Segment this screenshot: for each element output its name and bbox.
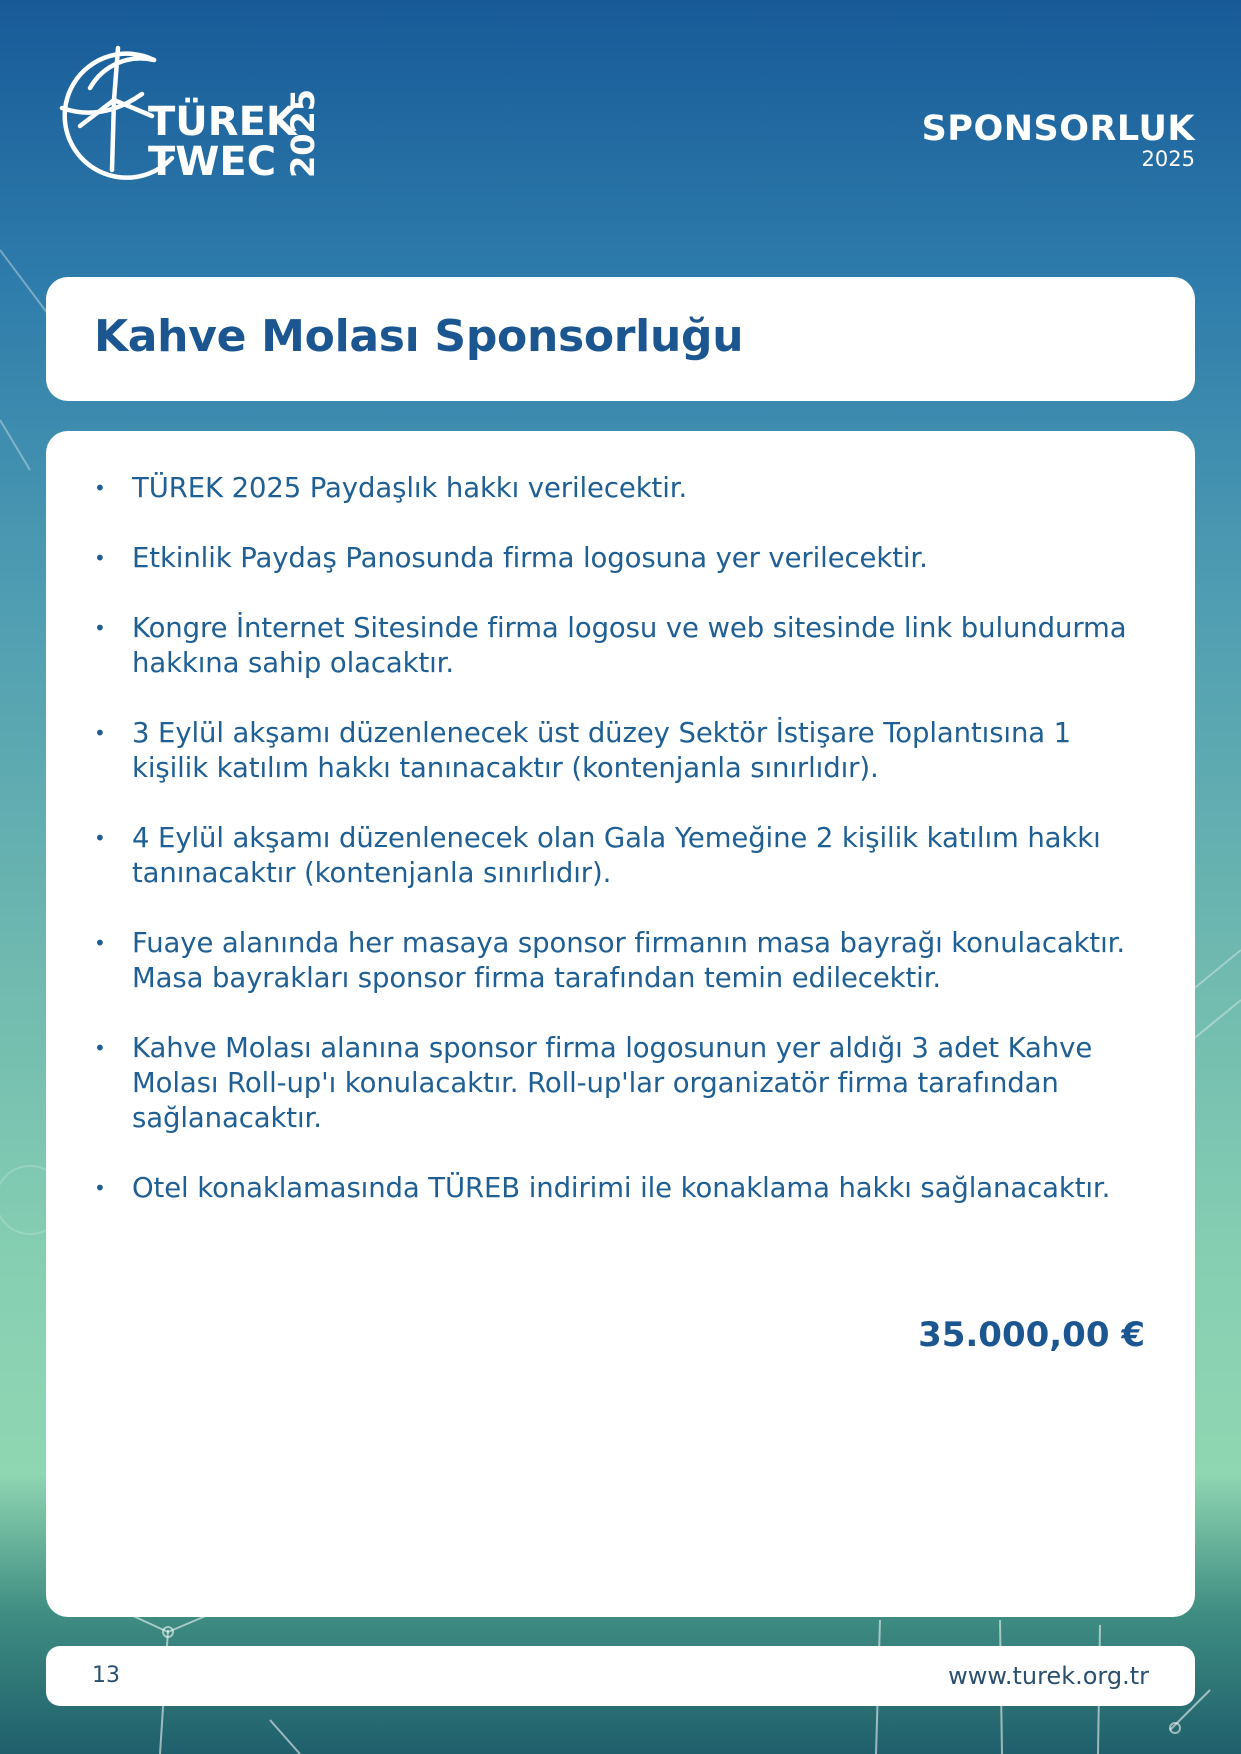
price-label: 35.000,00 € <box>918 1315 1145 1355</box>
website-link[interactable]: www.turek.org.tr <box>948 1662 1149 1690</box>
list-item: • Kahve Molası alanına sponsor firma logosunun yer aldığı 3 adet Kahve Molası Roll-up'ı konulacaktır. Roll-up'lar organizatör firma tarafından sağlanacaktır. <box>94 1031 1134 1136</box>
content-card <box>46 431 1195 1617</box>
turek-twec-logo <box>42 38 322 188</box>
list-item: • 3 Eylül akşamı düzenlenecek üst düzey Sektör İstişare Toplantısına 1 kişilik katılım hakkı tanınacaktır (kontenjanla sınırlıdır). <box>94 716 1134 786</box>
document-header <box>921 109 1195 171</box>
header-title: SPONSORLUK <box>921 109 1195 149</box>
benefit-list <box>94 471 1134 1241</box>
page-title: Kahve Molası Sponsorluğu <box>94 311 744 362</box>
list-item: • 4 Eylül akşamı düzenlenecek olan Gala Yemeğine 2 kişilik katılım hakkı tanınacaktır (kontenjanla sınırlıdır). <box>94 821 1134 891</box>
logo-line-1: TÜREK <box>148 99 297 145</box>
header-year: 2025 <box>1141 147 1195 171</box>
footer-bar <box>46 1646 1195 1706</box>
logo-line-2: TWEC <box>148 139 277 185</box>
logo-year: 2025 <box>284 88 322 178</box>
list-item: • Etkinlik Paydaş Panosunda firma logosuna yer verilecektir. <box>94 541 1134 576</box>
list-item: • Otel konaklamasında TÜREB indirimi ile konaklama hakkı sağlanacaktır. <box>94 1171 1134 1206</box>
list-item: • Kongre İnternet Sitesinde firma logosu ve web sitesinde link bulundurma hakkına sahip olacaktır. <box>94 611 1134 681</box>
title-card <box>46 277 1195 401</box>
list-item: • TÜREK 2025 Paydaşlık hakkı verilecektir. <box>94 471 1134 506</box>
list-item: • Fuaye alanında her masaya sponsor firmanın masa bayrağı konulacaktır. Masa bayrakları sponsor firma tarafından temin edilecektir. <box>94 926 1134 996</box>
page-number: 13 <box>92 1663 120 1688</box>
